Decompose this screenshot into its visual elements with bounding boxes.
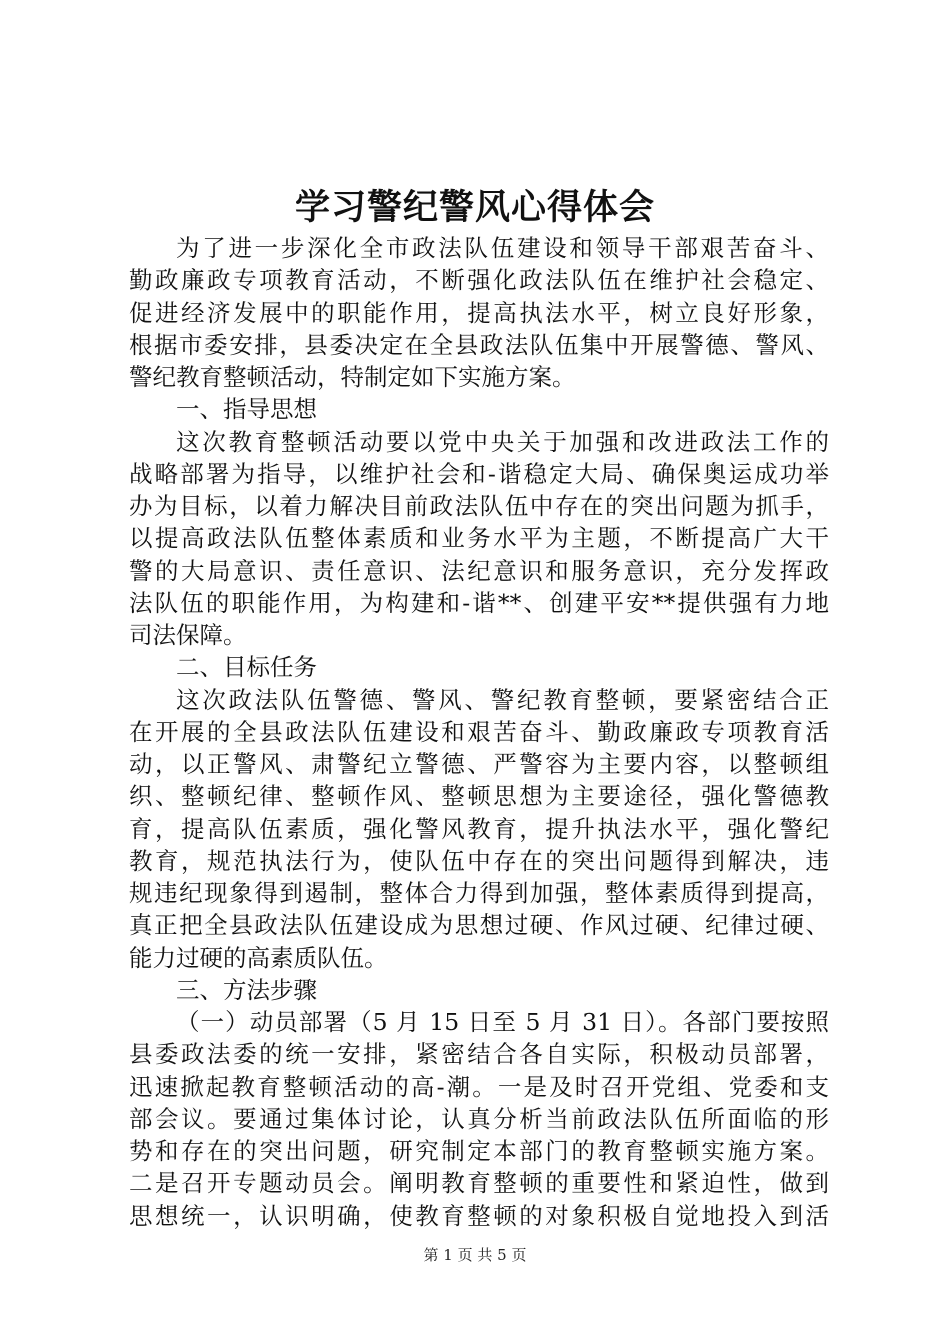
body-line: 促进经济发展中的职能作用，提高执法水平，树立良好形象， [129,298,829,327]
body-line: 警纪教育整顿活动，特制定如下实施方案。 [129,363,576,391]
body-line: 根据市委安排，县委决定在全县政法队伍集中开展警德、警风、 [129,330,829,359]
body-line: 县委政法委的统一安排，紧密结合各自实际，积极动员部署， [129,1040,829,1069]
body-line: 织、整顿纪律、整顿作风、整顿思想为主要途径，强化警德教 [129,782,829,811]
body-line: 为了进一步深化全市政法队伍建设和领导干部艰苦奋斗、 [176,234,829,262]
body-line: 动，以正警风、肃警纪立警德、严警容为主要内容，以整顿组 [129,750,829,778]
body-line: 勤政廉政专项教育活动，不断强化政法队伍在维护社会稳定、 [129,266,829,295]
body-line: 真正把全县政法队伍建设成为思想过硬、作风过硬、纪律过硬、 [129,911,829,940]
body-line: 部会议。要通过集体讨论，认真分析当前政法队伍所面临的形 [129,1104,829,1133]
document-body [129,232,829,1232]
body-line: 迅速掀起教育整顿活动的高-潮。一是及时召开党组、党委和支 [129,1072,829,1101]
body-line: 育，提高队伍素质，强化警风教育，提升执法水平，强化警纪 [129,814,829,843]
body-line: 势和存在的突出问题，研究制定本部门的教育整顿实施方案。 [129,1137,829,1165]
body-line: （一）动员部署（5 月 15 日至 5 月 31 日）。各部门要按照 [176,1008,829,1036]
page-footer: 第 1 页 共 5 页 [423,1246,527,1264]
body-line: 思想统一，认识明确，使教育整顿的对象积极自觉地投入到活 [129,1201,829,1230]
body-line: 司法保障。 [129,621,247,649]
section-heading: 一、指导思想 [176,395,317,424]
body-line: 战略部署为指导，以维护社会和-谐稳定大局、确保奥运成功举 [129,459,829,488]
body-line: 警的大局意识、责任意识、法纪意识和服务意识，充分发挥政 [129,556,829,585]
body-line: 在开展的全县政法队伍建设和艰苦奋斗、勤政廉政专项教育活 [129,717,829,746]
body-line: 以提高政法队伍整体素质和业务水平为主题，不断提高广大干 [129,524,829,553]
document-title: 学习警纪警风心得体会 [294,188,655,228]
body-line: 这次政法队伍警德、警风、警纪教育整顿，要紧密结合正 [176,685,829,714]
body-line: 能力过硬的高素质队伍。 [129,943,388,972]
body-line: 教育，规范执法行为，使队伍中存在的突出问题得到解决，违 [129,846,829,875]
body-line: 办为目标，以着力解决目前政法队伍中存在的突出问题为抓手， [129,492,829,520]
section-heading: 二、目标任务 [176,653,317,682]
body-line: 二是召开专题动员会。阐明教育整顿的重要性和紧迫性，做到 [129,1169,829,1198]
body-line: 法队伍的职能作用，为构建和-谐**、创建平安**提供强有力地 [129,588,829,617]
body-line: 这次教育整顿活动要以党中央关于加强和改进政法工作的 [176,427,829,456]
body-line: 规违纪现象得到遏制，整体合力得到加强，整体素质得到提高， [129,879,829,907]
section-heading: 三、方法步骤 [176,975,317,1004]
